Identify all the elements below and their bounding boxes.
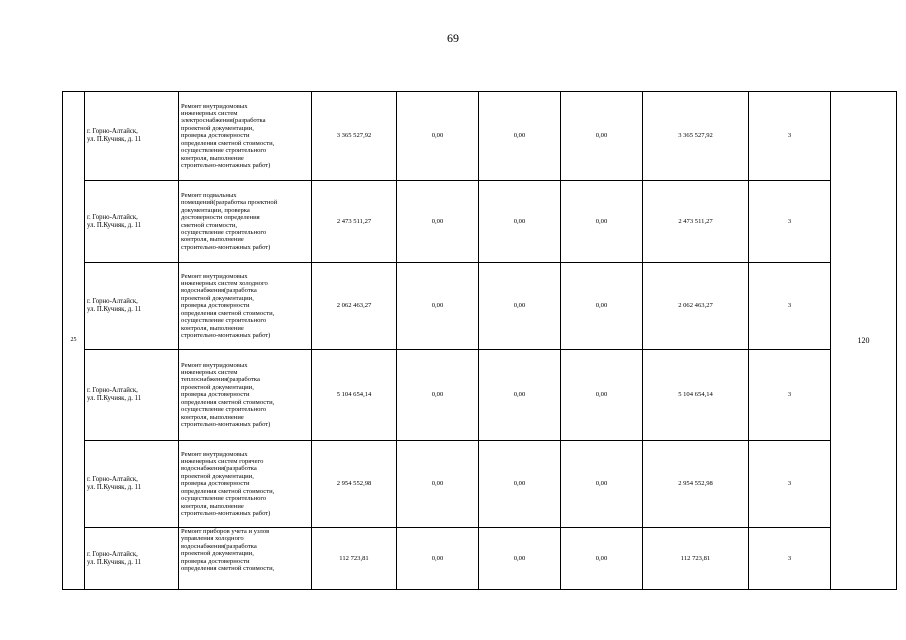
address-line: ул. П.Кучияк, д. 11	[87, 306, 142, 313]
funding-cell	[397, 92, 479, 181]
table-body	[63, 92, 897, 590]
work-line: строительно-монтажных работ)	[181, 243, 271, 251]
fund-cost-value: 2 954 552,98	[678, 480, 713, 488]
funding-value: 0,00	[595, 132, 608, 140]
table-row	[63, 92, 897, 181]
funding-value: 0,00	[431, 132, 444, 140]
total-cost-cell	[312, 92, 397, 181]
level-value: 3	[787, 480, 792, 488]
funding-cell	[479, 350, 561, 441]
total-cost-value: 112 723,81	[339, 554, 369, 562]
work-line: электроснабжения(разработка	[181, 117, 266, 125]
work-line: помещений(разработка проектной	[181, 199, 278, 207]
work-line: проверка достоверности	[181, 391, 250, 399]
table-row	[63, 181, 897, 263]
table-row	[63, 263, 897, 350]
total-cost-cell	[312, 263, 397, 350]
work-line: водоснабжения(разработка	[181, 465, 257, 473]
total-cost-cell	[312, 350, 397, 441]
page-number: 69	[447, 31, 459, 45]
work-line: строительно-монтажных работ)	[181, 332, 271, 340]
work-line: осуществление строительного	[181, 147, 267, 155]
funding-value: 0,00	[513, 132, 526, 140]
funding-value: 0,00	[595, 217, 608, 225]
total-cost-cell	[312, 528, 397, 590]
level-cell	[749, 92, 831, 181]
level-cell	[749, 263, 831, 350]
funding-value: 0,00	[431, 554, 444, 562]
funding-cell	[561, 528, 643, 590]
work-line: осуществление строительного	[181, 495, 267, 503]
work-line: инженерных систем	[181, 368, 238, 376]
fund-cost-cell	[643, 263, 749, 350]
work-line: проверка достоверности	[181, 480, 250, 488]
address-cell	[85, 263, 179, 350]
fund-cost-value: 112 723,81	[680, 554, 711, 562]
funding-value: 0,00	[431, 391, 444, 399]
address-cell	[85, 350, 179, 441]
funding-cell	[479, 181, 561, 263]
total-cost-value: 2 473 511,27	[336, 217, 372, 225]
funding-cell	[561, 263, 643, 350]
work-line: Ремонт подвальных	[181, 191, 237, 199]
address-cell	[85, 181, 179, 263]
work-line: инженерных систем	[181, 109, 238, 117]
work-description-cell	[179, 350, 312, 441]
address-line: ул. П.Кучияк, д. 11	[87, 484, 142, 491]
work-line: строительно-монтажных работ)	[181, 421, 271, 429]
funding-cell	[397, 441, 479, 528]
level-cell	[749, 441, 831, 528]
funding-value: 0,00	[513, 391, 526, 399]
address-line: г. Горно-Алтайск,	[87, 476, 138, 484]
level-value: 3	[787, 132, 792, 140]
funding-cell	[479, 92, 561, 181]
level-cell	[749, 350, 831, 441]
work-line: осуществление строительного	[181, 228, 267, 236]
work-line: контроля, выполнение	[181, 413, 244, 421]
work-line: Ремонт внутридомовых	[181, 361, 248, 369]
total-cost-value: 2 062 463,27	[336, 302, 372, 310]
work-description-cell	[179, 92, 312, 181]
address-line: г. Горно-Алтайск,	[87, 213, 138, 221]
address-line: ул. П.Кучияк, д. 11	[87, 221, 142, 229]
work-line: контроля, выполнение	[181, 324, 244, 332]
work-line: осуществление строительного	[181, 406, 267, 414]
work-line: Ремонт внутридомовых	[181, 102, 248, 110]
address-line: ул. П.Кучияк, д. 11	[87, 136, 142, 143]
work-line: определения сметной стоимости,	[181, 487, 275, 495]
group-total: 120	[857, 335, 870, 345]
work-line: документации, проверка	[181, 206, 250, 214]
funding-cell	[561, 350, 643, 441]
funding-value: 0,00	[595, 554, 608, 562]
fund-cost-cell	[643, 350, 749, 441]
group-total-cell	[831, 92, 897, 590]
work-line: водоснабжения(разработка	[181, 542, 257, 550]
address-line: г. Горно-Алтайск,	[87, 387, 138, 395]
work-line: строительно-монтажных работ)	[181, 510, 271, 518]
fund-cost-value: 2 062 463,27	[678, 302, 713, 310]
work-line: проверка достоверности	[181, 302, 250, 310]
work-line: Ремонт внутридомовых	[181, 272, 248, 280]
work-line: водоснабжения(разработка	[181, 287, 257, 295]
group-index-cell	[63, 92, 85, 590]
funding-cell	[561, 92, 643, 181]
level-value: 3	[787, 217, 792, 225]
level-cell	[749, 528, 831, 590]
total-cost-value: 2 954 552,98	[336, 480, 372, 488]
work-line: определения сметной стоимости,	[181, 309, 275, 317]
funding-value: 0,00	[513, 554, 526, 562]
work-line: строительно-монтажных работ)	[181, 162, 271, 170]
work-line: определения сметной стоимости,	[181, 565, 275, 573]
work-line: сметной стоимости,	[181, 221, 238, 229]
funding-cell	[397, 528, 479, 590]
work-line: достоверности определения	[181, 214, 260, 222]
work-line: определения сметной стоимости,	[181, 398, 275, 406]
funding-cell	[397, 181, 479, 263]
work-line: Ремонт внутридомовых	[181, 450, 248, 458]
fund-cost-cell	[643, 181, 749, 263]
work-description-cell	[179, 528, 312, 590]
funding-value: 0,00	[513, 302, 526, 310]
funding-cell	[479, 528, 561, 590]
funding-value: 0,00	[431, 217, 444, 225]
fund-cost-value: 5 104 654,14	[678, 391, 713, 399]
fund-cost-cell	[643, 441, 749, 528]
address-line: ул. П.Кучияк, д. 11	[87, 395, 142, 402]
work-description-cell	[179, 181, 312, 263]
table-row	[63, 528, 897, 590]
group-index: 25	[70, 337, 77, 344]
funding-cell	[397, 350, 479, 441]
address-line: г. Горно-Алтайск,	[87, 298, 138, 306]
table-row	[63, 441, 897, 528]
work-line: проверка достоверности	[181, 132, 250, 140]
register-table	[62, 91, 897, 590]
work-description-cell	[179, 441, 312, 528]
fund-cost-cell	[643, 92, 749, 181]
fund-cost-cell	[643, 528, 749, 590]
level-value: 3	[787, 302, 792, 310]
work-line: контроля, выполнение	[181, 502, 244, 510]
funding-value: 0,00	[431, 302, 444, 310]
table-row	[63, 350, 897, 441]
total-cost-value: 5 104 654,14	[336, 391, 372, 399]
funding-cell	[561, 181, 643, 263]
work-line: инженерных систем горячего	[181, 457, 264, 465]
address-cell	[85, 92, 179, 181]
address-line: ул. П.Кучияк, д. 11	[87, 558, 142, 566]
total-cost-cell	[312, 181, 397, 263]
work-line: инженерных систем холодного	[181, 279, 268, 287]
address-line: г. Горно-Алтайск,	[87, 550, 138, 558]
level-value: 3	[787, 391, 792, 399]
funding-cell	[561, 441, 643, 528]
work-line: определения сметной стоимости,	[181, 139, 275, 147]
work-line: Ремонт приборов учета и узлов	[181, 528, 270, 535]
work-line: проектной документации,	[181, 124, 254, 132]
funding-value: 0,00	[595, 480, 608, 488]
total-cost-value: 3 365 527,92	[336, 132, 372, 140]
work-line: проектной документации,	[181, 383, 254, 391]
work-line: теплоснабжения(разработка	[181, 376, 260, 384]
level-cell	[749, 181, 831, 263]
work-description-cell	[179, 263, 312, 350]
funding-value: 0,00	[431, 480, 444, 488]
funding-value: 0,00	[595, 302, 608, 310]
address-line: г. Горно-Алтайск,	[87, 128, 138, 136]
work-line: управления холодного	[181, 535, 244, 543]
funding-value: 0,00	[595, 391, 608, 399]
funding-cell	[397, 263, 479, 350]
total-cost-cell	[312, 441, 397, 528]
work-line: проектной документации,	[181, 550, 254, 558]
funding-value: 0,00	[513, 480, 526, 488]
work-line: контроля, выполнение	[181, 154, 244, 162]
funding-cell	[479, 441, 561, 528]
address-cell	[85, 441, 179, 528]
work-line: осуществление строительного	[181, 317, 267, 325]
fund-cost-value: 2 473 511,27	[678, 217, 713, 225]
work-line: контроля, выполнение	[181, 236, 244, 244]
work-line: проверка достоверности	[181, 557, 250, 565]
address-cell	[85, 528, 179, 590]
funding-value: 0,00	[513, 217, 526, 225]
work-line: проектной документации,	[181, 294, 254, 302]
funding-cell	[479, 263, 561, 350]
fund-cost-value: 3 365 527,92	[678, 132, 713, 140]
work-line: проектной документации,	[181, 472, 254, 480]
level-value: 3	[787, 554, 792, 562]
